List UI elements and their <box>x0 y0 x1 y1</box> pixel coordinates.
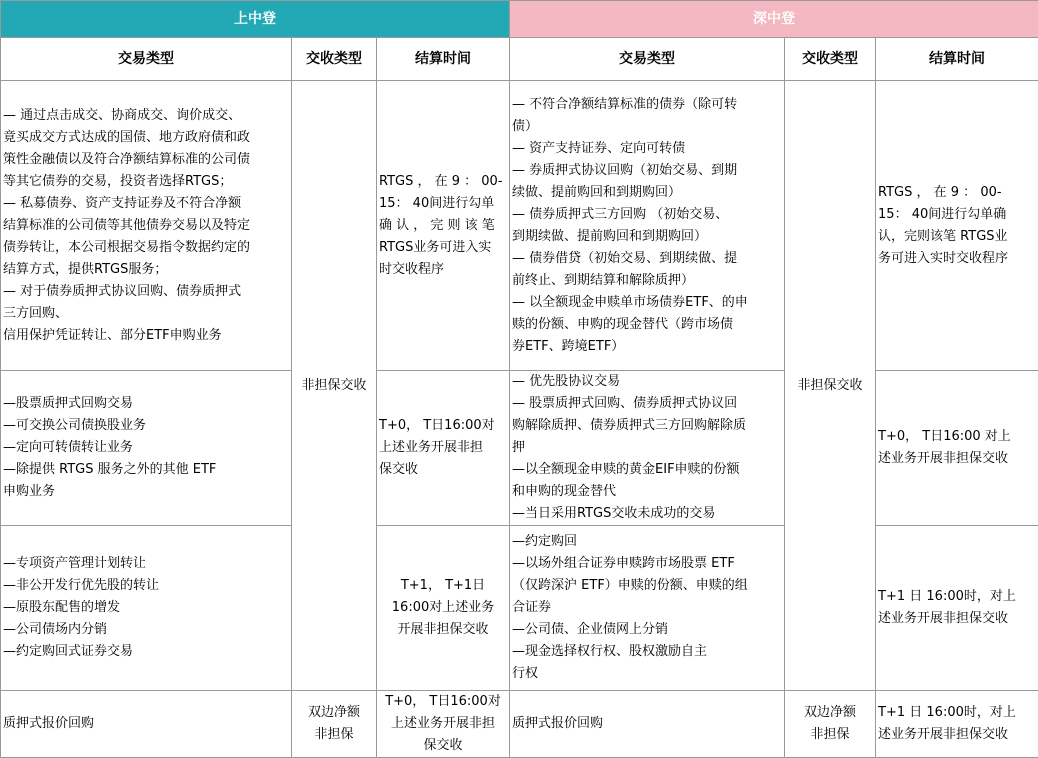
sh-type-cell <box>1 691 292 758</box>
cell-line: 质押式报价回购 <box>3 713 289 735</box>
cell-line: —以全额现金申赎的黄金EIF申赎的份额 <box>512 459 782 481</box>
column-header-row <box>1 38 1038 81</box>
cell-line: RTGS ， 在 9 ： 00- <box>379 171 507 193</box>
cell-line: T+0， T日16:00 对上 <box>878 426 1036 448</box>
cell-line: —现金选择权行权、股权激励自主 <box>512 641 782 663</box>
sh-type-cell <box>1 81 292 371</box>
sh-col-settle: 交收类型 <box>292 38 377 81</box>
cell-line: 和申购的现金替代 <box>512 481 782 503</box>
sz-col-settle: 交收类型 <box>785 38 876 81</box>
cell-line: 前终止、到期结算和解除质押） <box>512 270 782 292</box>
cell-line: 债） <box>512 116 782 138</box>
cell-line: — 资产支持证券、定向可转债 <box>512 138 782 160</box>
table-row <box>1 691 1038 758</box>
cell-line: T+1 日 16:00时，对上 <box>878 702 1036 724</box>
cell-line: —公司债场内分销 <box>3 619 289 641</box>
cell-line: 上述业务开展非担 <box>379 713 507 735</box>
sz-type-cell <box>510 81 785 371</box>
cell-line: 结算方式，提供RTGS服务； <box>3 259 289 281</box>
cell-line: 务可进入实时交收程序 <box>878 248 1036 270</box>
sz-type-cell <box>510 526 785 691</box>
cell-line: — 不符合净额结算标准的债券（除可转 <box>512 94 782 116</box>
cell-line: — 通过点击成交、协商成交、询价成交、 <box>3 105 289 127</box>
cell-line: 到期续做、提前购回和到期购回） <box>512 226 782 248</box>
header-row <box>1 1 1038 38</box>
cell-line: 债券转让，本公司根据交易指令数据约定的 <box>3 237 289 259</box>
cell-line: T+1 日 16:00时，对上 <box>878 586 1036 608</box>
cell-line: —可交换公司债换股业务 <box>3 415 289 437</box>
sh-header: 上中登 <box>1 1 510 38</box>
sz-settle-merged: 非担保交收 <box>785 81 876 691</box>
cell-line: 开展非担保交收 <box>379 619 507 641</box>
cell-line: —除提供 RTGS 服务之外的其他 ETF <box>3 459 289 481</box>
cell-line: 续做、提前购回和到期购回） <box>512 182 782 204</box>
sh-time-cell <box>377 691 510 758</box>
cell-line: — 以全额现金申赎单市场债券ETF、的申 <box>512 292 782 314</box>
cell-line: 确 认 ， 完 则 该 笔 <box>379 215 507 237</box>
cell-line: 保交收 <box>379 459 507 481</box>
cell-line: 三方回购、 <box>3 303 289 325</box>
sz-type-cell <box>510 371 785 526</box>
cell-line: 述业务开展非担保交收 <box>878 448 1036 470</box>
cell-line: 券ETF、跨境ETF） <box>512 336 782 358</box>
cell-line: 行权 <box>512 663 782 685</box>
cell-line: 非担保 <box>787 724 873 746</box>
cell-line: 赎的份额、申购的现金替代（跨市场债 <box>512 314 782 336</box>
sz-col-time: 结算时间 <box>876 38 1038 81</box>
cell-line: 上述业务开展非担 <box>379 437 507 459</box>
sh-settle-bilateral <box>292 691 377 758</box>
cell-line: — 对于债券质押式协议回购、债券质押式 <box>3 281 289 303</box>
cell-line: — 股票质押式回购、债券质押式协议回 <box>512 393 782 415</box>
table-row <box>1 371 1038 526</box>
cell-line: 述业务开展非担保交收 <box>878 608 1036 630</box>
sh-col-time: 结算时间 <box>377 38 510 81</box>
cell-line: T+0， T日16:00对 <box>379 415 507 437</box>
cell-line: — 优先股协议交易 <box>512 371 782 393</box>
sh-time-cell <box>377 81 510 371</box>
cell-line: 16:00对上述业务 <box>379 597 507 619</box>
sh-type-cell <box>1 526 292 691</box>
cell-line: 保交收 <box>379 735 507 757</box>
cell-line: —约定购回 <box>512 531 782 553</box>
cell-line: —以场外组合证券申赎跨市场股票 ETF <box>512 553 782 575</box>
cell-line: 竟买成交方式达成的国债、地方政府债和政 <box>3 127 289 149</box>
sz-time-cell <box>876 691 1038 758</box>
cell-line: 合证券 <box>512 597 782 619</box>
cell-line: —股票质押式回购交易 <box>3 393 289 415</box>
table-row <box>1 81 1038 371</box>
cell-line: — 私募债券、资产支持证券及不符合净额 <box>3 193 289 215</box>
cell-line: 时交收程序 <box>379 259 507 281</box>
cell-line: 等其它债券的交易，投资者选择RTGS； <box>3 171 289 193</box>
cell-line: — 券质押式协议回购（初始交易、到期 <box>512 160 782 182</box>
cell-line: 购解除质押、债券质押式三方回购解除质 <box>512 415 782 437</box>
sz-settle-bilateral <box>785 691 876 758</box>
sz-time-cell <box>876 526 1038 691</box>
sh-time-cell <box>377 526 510 691</box>
cell-line: —专项资产管理计划转让 <box>3 553 289 575</box>
cell-line: — 债券质押式三方回购 （初始交易、 <box>512 204 782 226</box>
cell-line: — 债券借贷（初始交易、到期续做、提 <box>512 248 782 270</box>
cell-line: T+1， T+1日 <box>379 575 507 597</box>
sz-time-cell <box>876 371 1038 526</box>
cell-line: —非公开发行优先股的转让 <box>3 575 289 597</box>
cell-line: （仅跨深沪 ETF）申赎的份额、申赎的组 <box>512 575 782 597</box>
cell-line: 双边净额 <box>787 702 873 724</box>
cell-line: 15： 40间进行勾单 <box>379 193 507 215</box>
cell-line: 双边净额 <box>294 702 374 724</box>
cell-line: 信用保护凭证转让、部分ETF申购业务 <box>3 325 289 347</box>
sz-time-cell <box>876 81 1038 371</box>
cell-line: 非担保 <box>294 724 374 746</box>
cell-line: 质押式报价回购 <box>512 713 782 735</box>
cell-line: 结算标准的公司债等其他债券交易以及特定 <box>3 215 289 237</box>
cell-line: 策性金融债以及符合净额结算标准的公司债 <box>3 149 289 171</box>
cell-line: —当日采用RTGS交收未成功的交易 <box>512 503 782 525</box>
sz-type-cell <box>510 691 785 758</box>
cell-line: —约定购回式证券交易 <box>3 641 289 663</box>
cell-line: —原股东配售的增发 <box>3 597 289 619</box>
cell-line: 述业务开展非担保交收 <box>878 724 1036 746</box>
cell-line: —公司债、企业债网上分销 <box>512 619 782 641</box>
sz-header: 深中登 <box>510 1 1038 38</box>
table-row <box>1 526 1038 691</box>
sz-col-type: 交易类型 <box>510 38 785 81</box>
cell-line: T+0， T日16:00对 <box>379 691 507 713</box>
sh-settle-merged: 非担保交收 <box>292 81 377 691</box>
cell-line: 押 <box>512 437 782 459</box>
cell-line: 15： 40间进行勾单确 <box>878 204 1036 226</box>
cell-line: RTGS ， 在 9 ： 00- <box>878 182 1036 204</box>
cell-line: —定向可转债转让业务 <box>3 437 289 459</box>
cell-line: 申购业务 <box>3 481 289 503</box>
sh-type-cell <box>1 371 292 526</box>
sh-time-cell <box>377 371 510 526</box>
cell-line: RTGS业务可进入实 <box>379 237 507 259</box>
cell-line: 认，完则该笔 RTGS业 <box>878 226 1036 248</box>
sh-col-type: 交易类型 <box>1 38 292 81</box>
